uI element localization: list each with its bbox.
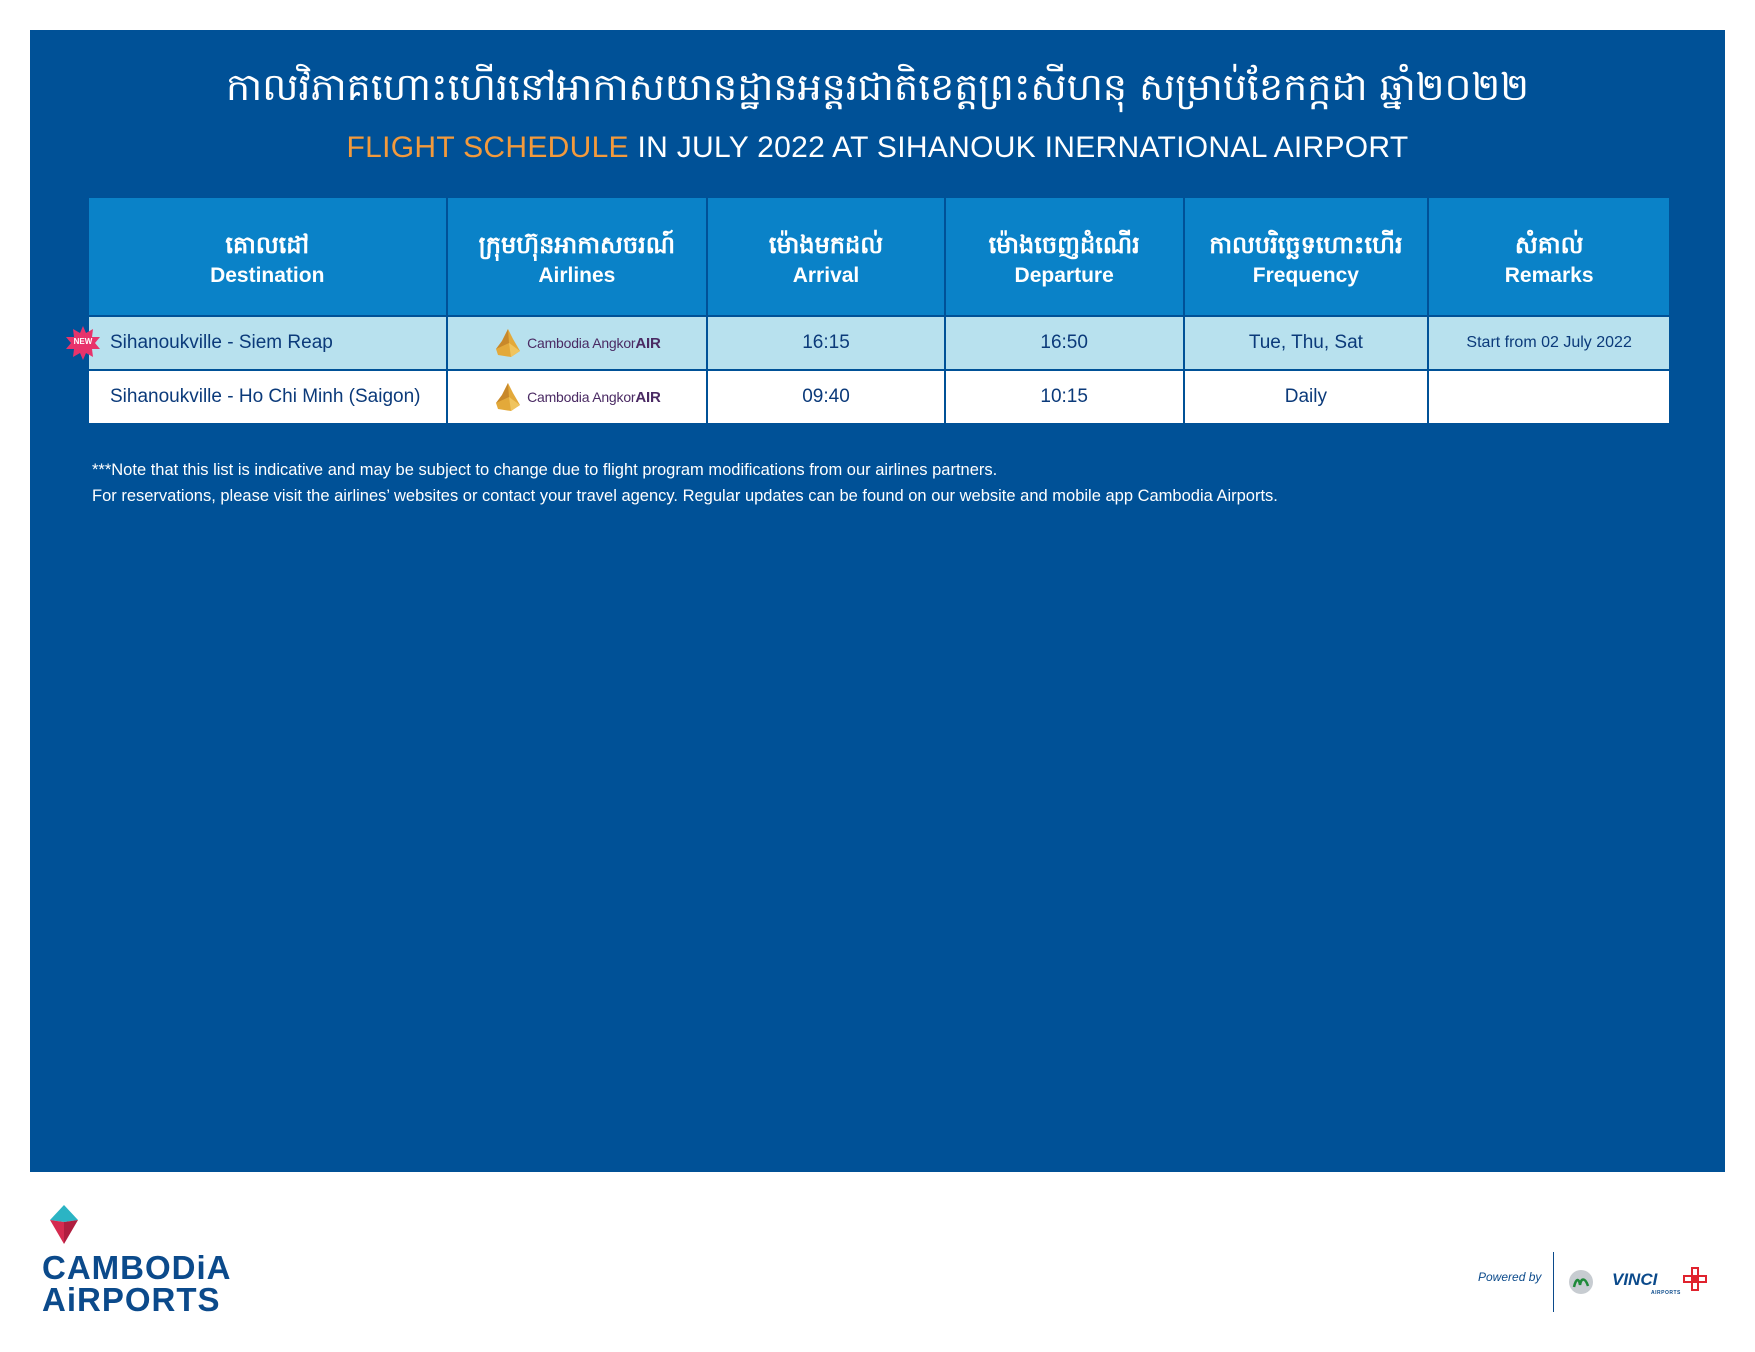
header-airlines-en: Airlines xyxy=(538,263,616,287)
header-frequency-km: កាលបរិច្ឆេទហោះហើរ xyxy=(1209,230,1403,259)
vinci-cross-icon xyxy=(1682,1266,1708,1292)
diamond-logo-icon xyxy=(42,1204,86,1246)
header-remarks-en: Remarks xyxy=(1504,263,1594,287)
flight-schedule-table xyxy=(73,196,1671,425)
header-frequency xyxy=(1184,197,1429,316)
header-departure xyxy=(945,197,1184,316)
logo-text xyxy=(42,1249,232,1318)
cell-departure: 10:15 xyxy=(945,370,1184,424)
vinci-logo-text: VINCI xyxy=(1612,1270,1658,1289)
footer-separator xyxy=(1553,1252,1554,1312)
note-line-1: ***Note that this list is indicative and may be subject to change due to flight program modifications from our airlines partners. xyxy=(92,461,998,479)
header-airlines-km: ក្រុមហ៊ុនអាកាសចរណ៍ xyxy=(478,230,676,259)
airline-name-text: Cambodia Angkor xyxy=(527,334,636,351)
airline-name-text: Cambodia Angkor xyxy=(527,388,636,405)
table-header-row xyxy=(88,197,1670,316)
angkor-temple-icon xyxy=(493,327,523,359)
header-destination-en: Destination xyxy=(210,263,325,287)
cell-departure: 16:50 xyxy=(945,316,1184,370)
header-departure-km: ម៉ោងចេញដំណើរ xyxy=(988,230,1140,259)
title-rest: IN JULY 2022 AT SIHANOUK INERNATIONAL AIRPORT xyxy=(628,131,1409,164)
note-line-2: For reservations, please visit the airlines’ websites or contact your travel agency. Regular updates can be found on our website and mobile app Cambodia Airports. xyxy=(92,487,1278,505)
title-khmer: កាលវិភាគហោះហើរនៅអាកាសយានដ្ឋានអន្តរជាតិខេត្តព្រះសីហនុ សម្រាប់ខែកក្កដា ឆ្នាំ២០២២ xyxy=(226,65,1529,109)
header-departure-en: Departure xyxy=(1014,263,1114,287)
disclaimer-notes xyxy=(92,457,1278,509)
new-badge-label: NEW xyxy=(73,337,93,346)
header-arrival-en: Arrival xyxy=(792,263,860,287)
vinci-logo-subtext: AIRPORTS xyxy=(1651,1290,1681,1296)
header-frequency-en: Frequency xyxy=(1252,263,1359,287)
destination-text: Sihanoukville - Siem Reap xyxy=(110,332,333,353)
cell-arrival: 16:15 xyxy=(707,316,945,370)
airline-logo xyxy=(493,327,661,359)
cell-remarks xyxy=(1428,370,1670,424)
cell-frequency: Daily xyxy=(1184,370,1429,424)
destination-text: Sihanoukville - Ho Chi Minh (Saigon) xyxy=(110,386,421,407)
title-accent: FLIGHT SCHEDULE xyxy=(346,131,629,164)
m-partner-logo-icon xyxy=(1567,1268,1595,1296)
header-destination xyxy=(88,197,447,316)
header-arrival-km: ម៉ោងមកដល់ xyxy=(768,230,884,259)
powered-by-label: Powered by xyxy=(1478,1270,1542,1284)
logo-line-1: CAMBODiA xyxy=(42,1249,232,1286)
table-row xyxy=(88,370,1670,424)
new-badge xyxy=(65,325,101,361)
angkor-temple-icon xyxy=(493,381,523,413)
cell-airline xyxy=(447,316,708,370)
cell-frequency: Tue, Thu, Sat xyxy=(1184,316,1429,370)
airline-name xyxy=(527,389,661,406)
title-english xyxy=(0,128,1755,168)
cambodia-airports-logo xyxy=(42,1204,252,1318)
header-airlines xyxy=(447,197,708,316)
header-destination-km: គោលដៅ xyxy=(225,230,310,259)
header-arrival xyxy=(707,197,945,316)
header-remarks xyxy=(1428,197,1670,316)
cell-remarks: Start from 02 July 2022 xyxy=(1428,316,1670,370)
airline-name-suffix: AIR xyxy=(635,334,661,352)
cell-airline xyxy=(447,370,708,424)
airline-name xyxy=(527,335,661,352)
header-remarks-km: សំគាល់ xyxy=(1514,230,1584,259)
cell-destination xyxy=(88,370,447,424)
cell-arrival: 09:40 xyxy=(707,370,945,424)
cell-destination xyxy=(73,316,447,370)
logo-line-2: AiRPORTS xyxy=(42,1281,221,1318)
airline-name-suffix: AIR xyxy=(635,388,661,406)
airline-logo xyxy=(493,381,661,413)
table-row xyxy=(88,316,1670,370)
